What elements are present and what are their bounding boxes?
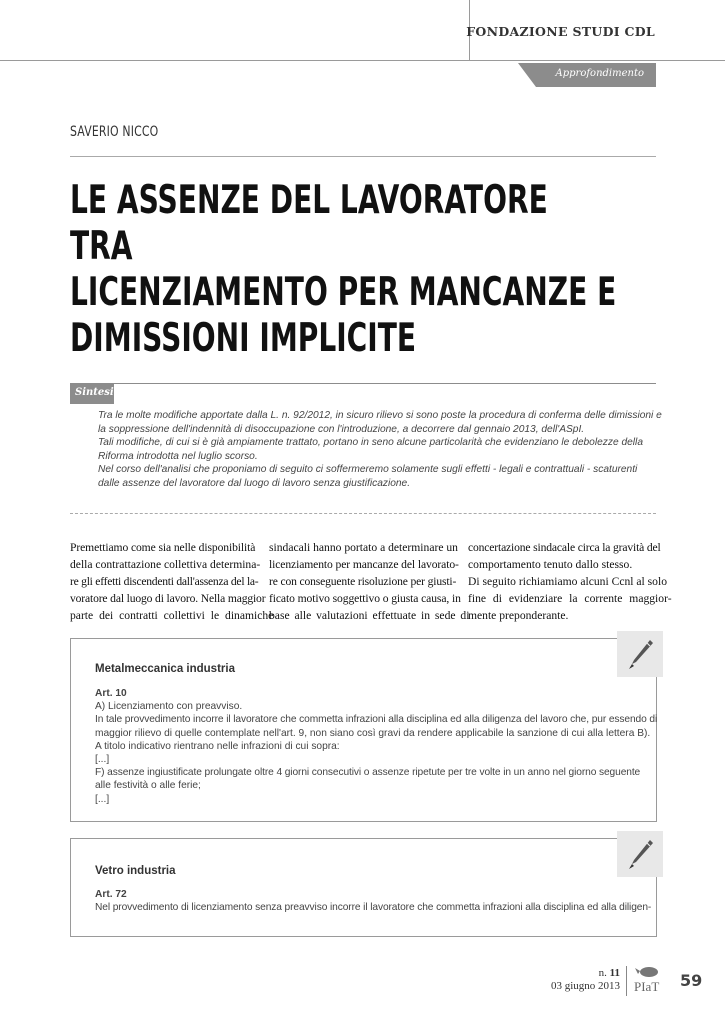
sintesi-label: Sintesi	[75, 387, 114, 398]
sintesi-line: Tali modifiche, di cui si è già ampiamente trattato, portano in seno alcune particolarità che evidenziano le debolezze della	[98, 437, 643, 449]
publication-name: FONDAZIONE STUDI CDL	[466, 24, 655, 39]
footer-divider	[626, 966, 627, 996]
body-line: parte dei contratti collettivi le dinamiche	[70, 609, 274, 622]
issue-prefix: n.	[598, 967, 607, 979]
sintesi-line: Riforma introdotta nel luglio scorso.	[98, 450, 258, 462]
body-line: licenziamento per mancanze del lavorato-	[269, 558, 459, 571]
publisher-logo	[632, 963, 662, 1002]
pen-icon	[617, 631, 663, 677]
author-divider	[70, 156, 656, 157]
page-number: 59	[680, 971, 703, 990]
box-title: Metalmeccanica industria	[95, 663, 235, 675]
body-line: mente preponderante.	[468, 609, 569, 622]
sintesi-line: Nel corso dell'analisi che proponiamo di seguito ci soffermeremo solamente sugli effetti - legali e contrattuali - scaturenti	[98, 464, 638, 476]
section-tag-label: Approfondimento	[555, 68, 644, 79]
sintesi-divider	[70, 383, 656, 384]
sintesi-tab	[70, 384, 114, 404]
body-line: comportamento tenuto dallo stesso.	[468, 558, 633, 571]
box-line: Nel provvedimento di licenziamento senza preavviso incorre il lavoratore che commetta infrazioni alla disciplina ed alla diligen-	[95, 902, 652, 914]
article-number: Art. 10	[95, 688, 127, 699]
author-name: SAVERIO NICCO	[70, 124, 159, 140]
box-line: [...]	[95, 793, 110, 805]
box-line: maggior rilievo di quelle contemplate nell'art. 9, non siano così gravi da rendere applicabile la sanzione di cui alla lettera B).	[95, 727, 651, 739]
body-column-2	[269, 539, 470, 624]
body-line: re con conseguente risoluzione per giusti-	[269, 575, 457, 588]
box-line: F) assenze ingiustificate prolungate oltre 4 giorni consecutivi o assenze ripetute per tre volte in un anno nel giorno seguente	[95, 767, 641, 779]
box-text	[95, 888, 651, 914]
logo-text: PIaT	[634, 979, 660, 994]
article-title	[70, 178, 617, 362]
box-line: A titolo indicativo rientrano nelle infrazioni di cui sopra:	[95, 740, 340, 752]
issue-number	[599, 967, 620, 979]
article-number: Art. 72	[95, 889, 127, 900]
issue-date: 03 giugno 2013	[550, 980, 620, 992]
body-line: Premettiamo come sia nelle disponibilità	[70, 541, 256, 554]
body-line: ficato motivo soggettivo o giusta causa, in	[269, 592, 461, 605]
box-line: In tale provvedimento incorre il lavoratore che commetta infrazioni alla disciplina ed alla diligenza del lavoro che, pur essendo di	[95, 714, 658, 726]
pen-icon	[617, 831, 663, 877]
dashed-separator	[70, 513, 656, 514]
body-line: base alle valutazioni effettuate in sede di	[269, 609, 470, 622]
body-line: Di seguito richiamiamo alcuni Ccnl al solo	[468, 575, 667, 588]
body-line: sindacali hanno portato a determinare un	[269, 541, 458, 554]
body-line: della contrattazione collettiva determina-	[70, 558, 261, 571]
title-line: LE ASSENZE DEL LAVORATORE TRA	[70, 178, 548, 269]
sintesi-text	[98, 409, 662, 491]
box-line: alle festività o alle ferie;	[95, 780, 201, 792]
body-line: concertazione sindacale circa la gravità del	[468, 541, 661, 554]
box-line: [...]	[95, 754, 110, 766]
sintesi-line: dalle assenze del lavoratore dal luogo di lavoro senza giustificazione.	[98, 477, 411, 489]
body-line: voratore dal luogo di lavoro. Nella maggior	[70, 592, 266, 605]
body-column-1	[70, 539, 274, 624]
section-tag	[536, 63, 656, 87]
title-line: DIMISSIONI IMPLICITE	[70, 316, 417, 361]
body-line: re gli effetti discendenti dall'assenza del la-	[70, 575, 259, 588]
sintesi-line: Tra le molte modifiche apportate dalla L. n. 92/2012, in sicuro rilievo si sono poste la procedura di conferma delle dimissioni e	[98, 410, 662, 421]
title-line: LICENZIAMENTO PER MANCANZE E	[70, 270, 617, 315]
box-title: Vetro industria	[95, 865, 176, 877]
body-line: fine di evidenziare la corrente maggior-	[468, 592, 672, 605]
box-text	[95, 687, 657, 806]
header-divider	[0, 60, 725, 61]
issue-value: 11	[609, 967, 620, 979]
body-column-3	[468, 539, 672, 624]
sintesi-line: la soppressione dell'indennità di disoccupazione con l'introduzione, a decorrere dal gennaio 2013, dell'ASpI.	[98, 423, 585, 435]
box-line: A) Licenziamento con preavviso.	[95, 701, 243, 713]
